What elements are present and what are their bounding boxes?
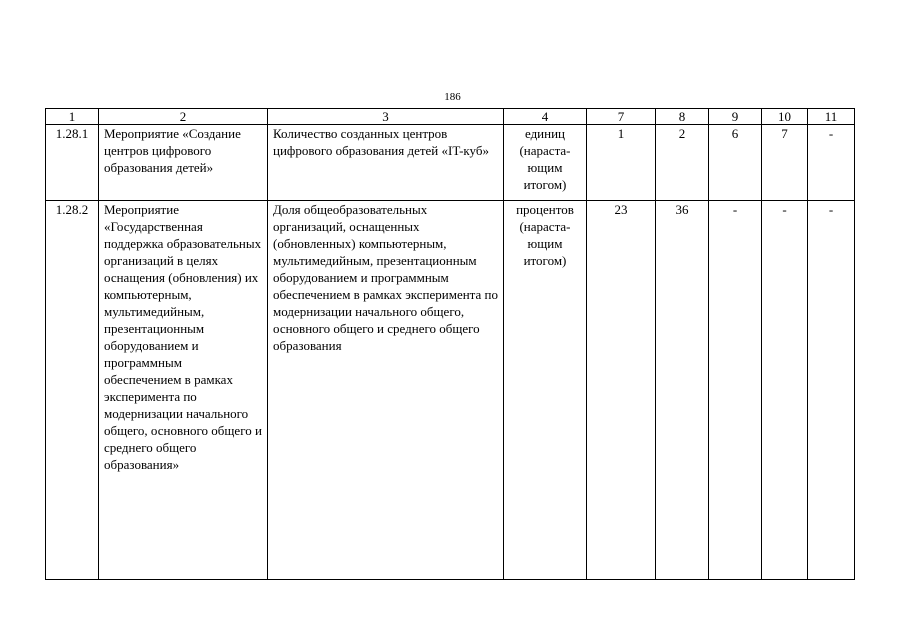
value-cell: 6 bbox=[709, 125, 762, 201]
value-cell: 36 bbox=[656, 201, 709, 580]
header-cell: 11 bbox=[808, 109, 855, 125]
event-cell: Мероприятие «Государственная поддержка образовательных организаций в целях оснащения (обновления) их компьютерным, мультимедийным, презентационным оборудованием и программным обеспечением в рамках эксперимента по модернизации начального общего, основного общего и среднего общего образования» bbox=[99, 201, 268, 580]
row-number: 1.28.1 bbox=[46, 125, 99, 201]
indicator-cell: Доля общеобразовательных организаций, оснащенных (обновленных) компьютерным, мультимедийным, презентационным оборудованием и программным обеспечением в рамках эксперимента по модернизации начального общего, основного общего и среднего общего образования bbox=[268, 201, 504, 580]
unit-cell: единиц (нараста-ющим итогом) bbox=[504, 125, 587, 201]
value-cell: - bbox=[762, 201, 808, 580]
header-cell: 1 bbox=[46, 109, 99, 125]
header-cell: 3 bbox=[268, 109, 504, 125]
header-cell: 2 bbox=[99, 109, 268, 125]
row-number: 1.28.2 bbox=[46, 201, 99, 580]
indicator-cell: Количество созданных центров цифрового образования детей «IT-куб» bbox=[268, 125, 504, 201]
header-cell: 7 bbox=[587, 109, 656, 125]
value-cell: 1 bbox=[587, 125, 656, 201]
value-cell: 7 bbox=[762, 125, 808, 201]
header-cell: 10 bbox=[762, 109, 808, 125]
unit-cell: процентов (нараста-ющим итогом) bbox=[504, 201, 587, 580]
event-cell: Мероприятие «Создание центров цифрового образования детей» bbox=[99, 125, 268, 201]
value-cell: - bbox=[709, 201, 762, 580]
header-cell: 8 bbox=[656, 109, 709, 125]
value-cell: 23 bbox=[587, 201, 656, 580]
value-cell: - bbox=[808, 125, 855, 201]
header-cell: 9 bbox=[709, 109, 762, 125]
page-number: 186 bbox=[444, 91, 461, 103]
value-cell: - bbox=[808, 201, 855, 580]
header-cell: 4 bbox=[504, 109, 587, 125]
indicators-table bbox=[45, 108, 855, 580]
value-cell: 2 bbox=[656, 125, 709, 201]
table-row bbox=[46, 125, 855, 201]
table-row bbox=[46, 201, 855, 580]
header-row bbox=[46, 109, 855, 125]
